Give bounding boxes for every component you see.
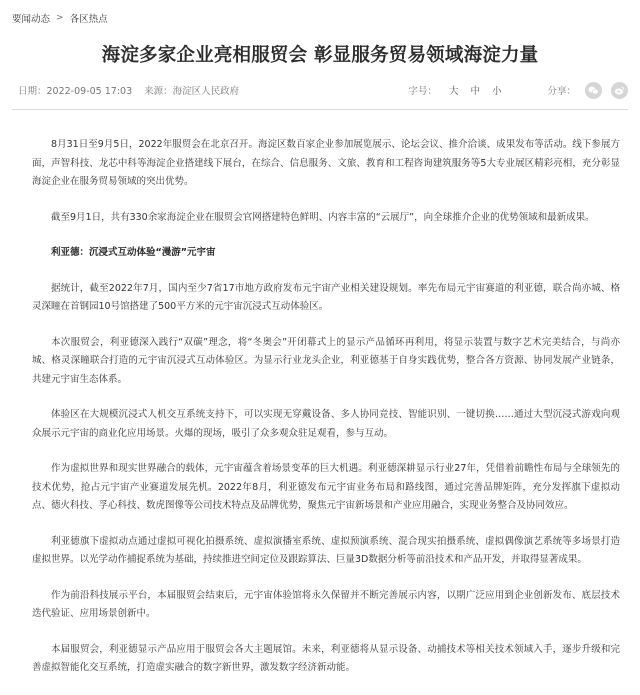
article-paragraph: 体验区在大规模沉浸式人机交互系统支持下，可以实现无穿戴设备、多人协同竞技、智能识别、一键切换……通过大型沉浸式游戏向观众展示元宇宙的商业化应用场景。火爆的现场，吸引了众多观众驻足观看，参与互动。 <box>32 409 620 439</box>
breadcrumb-link-news[interactable]: 要闻动态 <box>12 14 51 25</box>
article-paragraph: 截至9月1日，共有330余家海淀企业在服贸会官网搭建特色鲜明、内容丰富的“云展厅”，向全球推介企业的优势领域和最新成果。 <box>51 211 595 223</box>
article-paragraph: 据统计，截至2022年7月，国内至少7省17市地方政府发布元宇宙产业相关建设规划。率先布局元宇宙赛道的利亚德，联合尚亦城、格灵深瞳在首钢园10号馆搭建了500平方米的元宇宙沉浸式互动体验区。 <box>32 282 620 312</box>
article-paragraph: 本届服贸会，利亚德显示产品应用于服贸会各大主题展馆。未来，利亚德将从显示设备、动捕技术等相关技术领域入手，逐步升级和完善虚拟智能化交互系统，打造虚实融合的数字新世界，激发数字经济新动能。 <box>32 643 620 673</box>
breadcrumb <box>12 11 108 25</box>
article-paragraph: 本次服贸会，利亚德深入践行“双碳”理念，将“冬奥会”开闭幕式上的显示产品循环再利用，将显示装置与数字艺术完美结合，与尚亦城、格灵深瞳联合打造的元宇宙沉浸式互动体验区。为显示行业龙头企业，利亚德基于自身实践优势，整合各方资源、协同发展产业链条，共建元宇宙生态体系。 <box>32 336 620 385</box>
meta-tools <box>408 82 628 99</box>
font-size-switcher <box>408 83 501 97</box>
header-divider <box>12 109 628 110</box>
breadcrumb-link-districts[interactable]: 各区热点 <box>69 14 108 25</box>
article-subheading: 利亚德：沉浸式互动体验“漫游”元宇宙 <box>51 247 216 258</box>
article-paragraph: 作为虚拟世界和现实世界融合的载体，元宇宙蕴含着场景变革的巨大机遇。利亚德深耕显示行业27年，凭借着前瞻性布局与全球领先的技术优势，抢占元宇宙产业赛道发展先机。2022年8月，利亚德发布元宇宙业务布局和路线图，通过完善品牌矩阵，充分发挥旗下虚拟动点、德火科技、孚心科技、数虎图像等公司技术特点及品牌优势，聚焦元宇宙新场景和产业应用融合，实现业务整合及协同效应。 <box>32 463 620 511</box>
page-title: 海淀多家企业亮相服贸会 彰显服务贸易领域海淀力量 <box>101 45 539 66</box>
article-paragraph: 作为前沿科技展示平台，本届服贸会结束后，元宇宙体验馆将永久保留并不断完善展示内容，以期广泛应用到企业创新发布、底层技术迭代验证、应用场景创新中。 <box>32 589 620 619</box>
font-size-small-button[interactable]: 小 <box>491 86 502 97</box>
share-label: 分享： <box>547 86 576 97</box>
font-size-label: 字号： <box>408 86 437 97</box>
article-meta <box>12 78 628 102</box>
wechat-icon[interactable] <box>585 82 602 99</box>
publish-date: 日期：2022-09-05 17:03 <box>18 86 133 97</box>
font-size-medium-button[interactable]: 中 <box>470 86 480 97</box>
share-bar <box>547 82 628 99</box>
article-paragraph: 利亚德旗下虚拟动点通过虚拟可视化拍摄系统、虚拟演播室系统、虚拟预演系统、混合现实拍摄系统、虚拟偶像演艺系统等多场景打造虚拟世界。以光学动作捕捉系统为基础，持续推进空间定位及跟踪算法、巨量3D数据分析等前沿技术和产品开发，并取得显著成果。 <box>32 535 620 565</box>
article-body <box>32 136 620 695</box>
font-size-large-button[interactable]: 大 <box>448 86 459 97</box>
weibo-icon[interactable] <box>611 82 628 99</box>
article-source: 来源：海淀区人民政府 <box>144 86 240 97</box>
article-paragraph: 8月31日至9月5日，2022年服贸会在北京召开。海淀区数百家企业参加展览展示、论坛会议、推介洽谈、成果发布等活动。线下参展方面，声智科技、龙芯中科等海淀企业搭建线下展台，在综合、信息服务、文旅、教育和工程咨询建筑服务等5大专业展区精彩亮相，充分彰显海淀企业在服务贸易领域的突出优势。 <box>32 139 620 187</box>
breadcrumb-separator: > <box>56 13 64 23</box>
